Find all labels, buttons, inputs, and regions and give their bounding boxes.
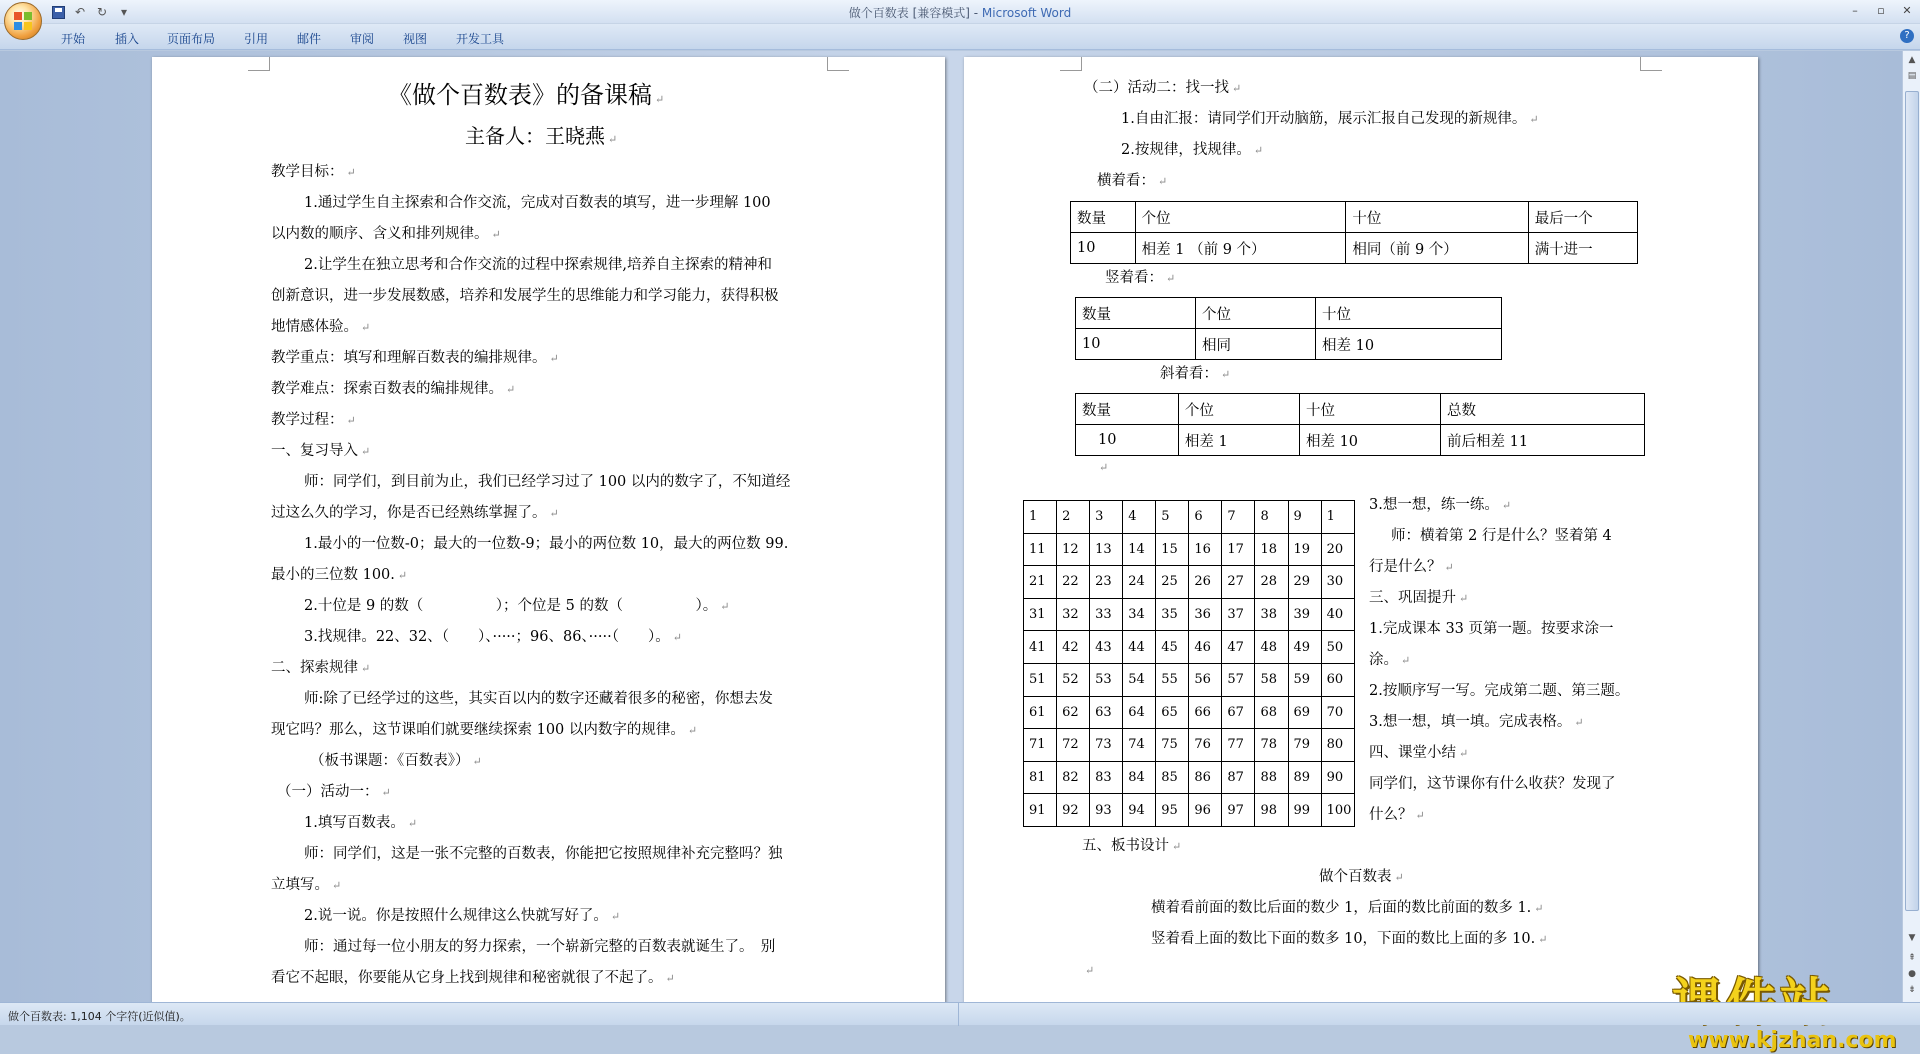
hundred-chart-cell: 73	[1090, 729, 1123, 762]
table-cell: 相差 1 （前 9 个）	[1135, 233, 1346, 264]
table-cell: 数量	[1071, 202, 1136, 233]
empty-paragraph: ↵	[1085, 964, 1095, 977]
hundred-chart-cell: 5	[1156, 501, 1189, 534]
crop-mark	[1060, 57, 1082, 71]
hundred-chart-cell: 15	[1156, 533, 1189, 566]
paragraph: 师：横着第 2 行是什么？竖着第 4	[1391, 528, 1612, 544]
document-page-left	[152, 57, 945, 1017]
table-row	[1076, 425, 1645, 456]
table-row	[1024, 761, 1355, 794]
hundred-chart-cell: 47	[1222, 631, 1255, 664]
hundred-chart-cell: 59	[1288, 663, 1321, 696]
hundred-chart-cell: 32	[1057, 598, 1090, 631]
hundred-chart-cell: 19	[1288, 533, 1321, 566]
document-title: 《做个百数表》的备课稿 ↵	[388, 81, 665, 109]
hundred-chart-cell: 50	[1321, 631, 1354, 664]
paragraph: 四、课堂小结 ↵	[1369, 745, 1469, 761]
hundred-chart-cell: 31	[1024, 598, 1057, 631]
hundred-chart-cell: 1	[1321, 501, 1354, 534]
hundred-chart-cell: 72	[1057, 729, 1090, 762]
hundred-chart-cell: 30	[1321, 566, 1354, 599]
table-row	[1024, 696, 1355, 729]
hundred-chart-cell: 35	[1156, 598, 1189, 631]
hundred-chart-cell: 90	[1321, 761, 1354, 794]
table-cell: 满十进一	[1528, 233, 1637, 264]
hundred-chart-cell: 37	[1222, 598, 1255, 631]
table-cell: 相差 10	[1299, 425, 1440, 456]
table-row	[1024, 729, 1355, 762]
hundred-chart-cell: 86	[1189, 761, 1222, 794]
paragraph: 二、探索规律 ↵	[271, 660, 371, 676]
hundred-chart-cell: 80	[1321, 729, 1354, 762]
paragraph: 2.按顺序写一写。完成第二题、第三题。	[1369, 683, 1630, 699]
hundred-chart-cell: 52	[1057, 663, 1090, 696]
paragraph: 地情感体验。 ↵	[271, 319, 371, 335]
hundred-chart-cell: 16	[1189, 533, 1222, 566]
scroll-down-icon[interactable]: ▼	[1908, 933, 1916, 943]
hundred-chart-cell: 54	[1123, 663, 1156, 696]
hundred-chart-cell: 64	[1123, 696, 1156, 729]
table-cell: 个位	[1135, 202, 1346, 233]
tab-view[interactable]: 视图	[403, 32, 428, 46]
hundred-chart-cell: 62	[1057, 696, 1090, 729]
tab-home[interactable]: 开始	[61, 32, 86, 46]
paragraph: 1.完成课本 33 页第一题。按要求涂一	[1369, 621, 1614, 637]
paragraph: 五、板书设计 ↵	[1082, 838, 1182, 854]
hundred-chart-cell: 69	[1288, 696, 1321, 729]
paragraph: 3.找规律。22、32、（ ）、·····；96、86、·····（ ）。 ↵	[304, 629, 682, 645]
hundred-chart-cell: 63	[1090, 696, 1123, 729]
paragraph: 教学难点：探索百数表的编排规律。 ↵	[271, 381, 516, 397]
table-cell: 十位	[1316, 298, 1502, 329]
paragraph: 教学目标： ↵	[271, 164, 356, 180]
paragraph: 立填写。 ↵	[271, 877, 342, 893]
hundred-chart-cell: 95	[1156, 794, 1189, 827]
hundred-chart-cell: 11	[1024, 533, 1057, 566]
hundred-chart-cell: 93	[1090, 794, 1123, 827]
paragraph: 竖着看： ↵	[1105, 270, 1176, 286]
hundred-chart-cell: 17	[1222, 533, 1255, 566]
table-cell: 十位	[1346, 202, 1528, 233]
hundred-chart-cell: 91	[1024, 794, 1057, 827]
paragraph: 做个百数表 ↵	[1319, 869, 1404, 885]
hundred-chart-cell: 68	[1255, 696, 1288, 729]
hundred-chart-cell: 29	[1288, 566, 1321, 599]
hundred-chart-cell: 24	[1123, 566, 1156, 599]
tab-insert[interactable]: 插入	[115, 32, 140, 46]
paragraph: 现它吗？那么，这节课咱们就要继续探索 100 以内数字的规律。 ↵	[271, 722, 698, 738]
paragraph: 什么？ ↵	[1369, 807, 1425, 823]
table-cell: 十位	[1299, 394, 1440, 425]
hundred-chart-cell: 82	[1057, 761, 1090, 794]
table-cell: 总数	[1441, 394, 1645, 425]
paragraph: （板书课题：《百数表》） ↵	[310, 753, 482, 769]
hundred-chart-cell: 46	[1189, 631, 1222, 664]
paragraph: 3.想一想，填一填。完成表格。 ↵	[1369, 714, 1584, 730]
paragraph: 1.最小的一位数-0；最大的一位数-9；最小的两位数 10，最大的两位数 99.	[304, 536, 789, 552]
hundred-chart-cell: 3	[1090, 501, 1123, 534]
paragraph: 三、巩固提升 ↵	[1369, 590, 1469, 606]
hundred-chart-cell: 87	[1222, 761, 1255, 794]
tab-mailings[interactable]: 邮件	[297, 32, 322, 46]
paragraph: 同学们，这节课你有什么收获？发现了	[1369, 776, 1616, 792]
hundred-chart-cell: 77	[1222, 729, 1255, 762]
table-horizontal	[1070, 201, 1638, 264]
hundred-chart-cell: 38	[1255, 598, 1288, 631]
hundred-chart-cell: 55	[1156, 663, 1189, 696]
minimize-button[interactable]: –	[1852, 3, 1858, 17]
window-title	[0, 4, 1920, 21]
hundred-chart-cell: 14	[1123, 533, 1156, 566]
browse-object-icon[interactable]: ●	[1908, 969, 1916, 979]
paragraph: 师:除了已经学过的这些，其实百以内的数字还藏着很多的秘密，你想去发	[304, 691, 773, 707]
hundred-chart-cell: 44	[1123, 631, 1156, 664]
scroll-up-icon[interactable]: ▲	[1908, 55, 1916, 65]
table-cell: 相同（前 9 个）	[1346, 233, 1528, 264]
table-row	[1024, 794, 1355, 827]
hundred-chart-cell: 4	[1123, 501, 1156, 534]
paragraph: 涂。 ↵	[1369, 652, 1411, 668]
hundred-chart-cell: 61	[1024, 696, 1057, 729]
status-text: 做个百数表: 1,104 个字符(近似值)。	[8, 1010, 191, 1023]
previous-page-icon[interactable]: ⇞	[1908, 953, 1916, 963]
office-logo-icon	[14, 12, 34, 32]
document-page-right	[964, 57, 1758, 1017]
help-icon[interactable]: ?	[1900, 29, 1914, 43]
paragraph: 2.让学生在独立思考和合作交流的过程中探索规律,培养自主探索的精神和	[304, 257, 772, 273]
hundred-chart-table	[1023, 500, 1355, 827]
hundred-chart-cell: 56	[1189, 663, 1222, 696]
table-row	[1024, 501, 1355, 534]
tab-developer[interactable]: 开发工具	[456, 32, 505, 46]
table-vertical	[1075, 297, 1502, 360]
hundred-chart-cell: 76	[1189, 729, 1222, 762]
undo-button[interactable]: ↶	[74, 5, 86, 19]
paragraph: 教学过程： ↵	[271, 412, 356, 428]
hundred-chart-cell: 92	[1057, 794, 1090, 827]
customize-qat-button[interactable]: ▾	[120, 5, 128, 19]
table-row	[1076, 298, 1502, 329]
table-row	[1024, 598, 1355, 631]
table-cell: 最后一个	[1528, 202, 1637, 233]
hundred-chart-cell: 89	[1288, 761, 1321, 794]
table-cell: 相差 1	[1178, 425, 1299, 456]
hundred-chart-cell: 26	[1189, 566, 1222, 599]
paragraph: 师：通过每一位小朋友的努力探索，一个崭新完整的百数表就诞生了。 别	[304, 939, 776, 955]
hundred-chart-cell: 96	[1189, 794, 1222, 827]
paragraph: 斜着看： ↵	[1160, 366, 1231, 382]
crop-mark	[827, 57, 849, 71]
ruler-toggle-icon[interactable]: ▤	[1907, 71, 1917, 81]
table-cell: 数量	[1076, 298, 1196, 329]
office-button[interactable]	[4, 2, 42, 40]
title-bar	[0, 0, 1920, 24]
table-cell: 前后相差 11	[1441, 425, 1645, 456]
paragraph: （二）活动二：找一找 ↵	[1084, 80, 1242, 96]
table-row	[1024, 566, 1355, 599]
paragraph: 横着看： ↵	[1097, 173, 1168, 189]
hundred-chart-cell: 81	[1024, 761, 1057, 794]
window-controls	[1842, 0, 1920, 20]
paragraph: 创新意识，进一步发展数感，培养和发展学生的思维能力和学习能力，获得积极	[271, 288, 779, 304]
paragraph: 师：同学们，这是一张不完整的百数表，你能把它按照规律补充完整吗？独	[304, 846, 783, 862]
hundred-chart-cell: 66	[1189, 696, 1222, 729]
paragraph: 横着看前面的数比后面的数少 1，后面的数比前面的数多 1. ↵	[1151, 900, 1544, 916]
paragraph: 一、复习导入 ↵	[271, 443, 371, 459]
hundred-chart-cell: 25	[1156, 566, 1189, 599]
hundred-chart-cell: 12	[1057, 533, 1090, 566]
ribbon-tabs	[0, 24, 1920, 50]
paragraph: 3.想一想，练一练。 ↵	[1369, 497, 1512, 513]
hundred-chart-cell: 53	[1090, 663, 1123, 696]
paragraph: 过这么久的学习，你是否已经熟练掌握了。 ↵	[271, 505, 559, 521]
close-button[interactable]: ✕	[1902, 3, 1912, 17]
hundred-chart-cell: 22	[1057, 566, 1090, 599]
tab-review[interactable]: 审阅	[350, 32, 375, 46]
paragraph: 2.按规律，找规律。 ↵	[1121, 142, 1264, 158]
table-row	[1076, 329, 1502, 360]
hundred-chart-cell: 13	[1090, 533, 1123, 566]
status-divider	[958, 1003, 959, 1026]
crop-mark	[248, 57, 270, 71]
table-cell: 10	[1076, 425, 1179, 456]
hundred-chart-cell: 1	[1024, 501, 1057, 534]
hundred-chart-cell: 2	[1057, 501, 1090, 534]
table-row	[1076, 394, 1645, 425]
paragraph: 2.十位是 9 的数（ ）；个位是 5 的数（ ）。 ↵	[304, 598, 730, 614]
hundred-chart-cell: 85	[1156, 761, 1189, 794]
hundred-chart-cell: 78	[1255, 729, 1288, 762]
hundred-chart-cell: 83	[1090, 761, 1123, 794]
watermark-url: www.kjzhan.com	[1688, 1028, 1897, 1053]
hundred-chart-cell: 8	[1255, 501, 1288, 534]
hundred-chart-cell: 45	[1156, 631, 1189, 664]
table-row	[1024, 631, 1355, 664]
hundred-chart-cell: 27	[1222, 566, 1255, 599]
table-cell: 数量	[1076, 394, 1179, 425]
paragraph: （一）活动一： ↵	[277, 784, 391, 800]
table-row	[1071, 202, 1638, 233]
next-page-icon[interactable]: ⇟	[1908, 985, 1916, 995]
table-cell: 相同	[1196, 329, 1316, 360]
hundred-chart-cell: 60	[1321, 663, 1354, 696]
hundred-chart-cell: 65	[1156, 696, 1189, 729]
crop-mark	[1640, 57, 1662, 71]
hundred-chart-cell: 74	[1123, 729, 1156, 762]
table-cell: 10	[1071, 233, 1136, 264]
table-diagonal	[1075, 393, 1645, 456]
table-row	[1024, 663, 1355, 696]
paragraph: 行是什么？ ↵	[1369, 559, 1454, 575]
hundred-chart-cell: 34	[1123, 598, 1156, 631]
document-name: 做个百数表 [兼容模式] -	[848, 6, 982, 20]
hundred-chart-cell: 23	[1090, 566, 1123, 599]
tab-references[interactable]: 引用	[244, 32, 269, 46]
table-cell: 10	[1076, 329, 1196, 360]
empty-paragraph: ↵	[1099, 461, 1109, 474]
hundred-chart-cell: 100	[1321, 794, 1354, 827]
hundred-chart-cell: 36	[1189, 598, 1222, 631]
hundred-chart-cell: 84	[1123, 761, 1156, 794]
hundred-chart-cell: 6	[1189, 501, 1222, 534]
hundred-chart-cell: 41	[1024, 631, 1057, 664]
hundred-chart-cell: 98	[1255, 794, 1288, 827]
redo-button[interactable]: ↻	[96, 5, 108, 19]
table-cell: 个位	[1196, 298, 1316, 329]
hundred-chart-cell: 49	[1288, 631, 1321, 664]
hundred-chart-cell: 99	[1288, 794, 1321, 827]
hundred-chart-cell: 28	[1255, 566, 1288, 599]
paragraph: 以内数的顺序、含义和排列规律。 ↵	[271, 226, 501, 242]
paragraph: 竖着看上面的数比下面的数多 10，下面的数比上面的多 10. ↵	[1151, 931, 1548, 947]
hundred-chart-cell: 39	[1288, 598, 1321, 631]
hundred-chart-cell: 42	[1057, 631, 1090, 664]
table-row	[1071, 233, 1638, 264]
tab-page-layout[interactable]: 页面布局	[167, 32, 216, 46]
hundred-chart-cell: 88	[1255, 761, 1288, 794]
restore-button[interactable]: ▫	[1877, 3, 1885, 17]
hundred-chart-cell: 79	[1288, 729, 1321, 762]
hundred-chart-cell: 97	[1222, 794, 1255, 827]
app-name: Microsoft Word	[981, 6, 1072, 20]
table-row	[1024, 533, 1355, 566]
table-cell: 个位	[1178, 394, 1299, 425]
hundred-chart-cell: 21	[1024, 566, 1057, 599]
hundred-chart-cell: 94	[1123, 794, 1156, 827]
hundred-chart-cell: 43	[1090, 631, 1123, 664]
paragraph: 1.填写百数表。 ↵	[304, 815, 418, 831]
paragraph: 教学重点：填写和理解百数表的编排规律。 ↵	[271, 350, 559, 366]
paragraph: 1.自由汇报：请同学们开动脑筋，展示汇报自己发现的新规律。 ↵	[1121, 111, 1539, 127]
paragraph: 2.说一说。你是按照什么规律这么快就写好了。 ↵	[304, 908, 621, 924]
paragraph: 最小的三位数 100. ↵	[271, 567, 408, 583]
hundred-chart-cell: 48	[1255, 631, 1288, 664]
hundred-chart-cell: 40	[1321, 598, 1354, 631]
hundred-chart-cell: 9	[1288, 501, 1321, 534]
document-subtitle: 主备人：王晓燕 ↵	[465, 124, 618, 148]
vertical-scrollbar[interactable]	[1902, 51, 1920, 1002]
hundred-chart-cell: 20	[1321, 533, 1354, 566]
hundred-chart-cell: 70	[1321, 696, 1354, 729]
hundred-chart-cell: 7	[1222, 501, 1255, 534]
hundred-chart-cell: 51	[1024, 663, 1057, 696]
hundred-chart-cell: 75	[1156, 729, 1189, 762]
status-bar	[0, 1002, 1920, 1025]
scroll-thumb[interactable]	[1905, 91, 1919, 911]
hundred-chart-cell: 67	[1222, 696, 1255, 729]
paragraph: 师：同学们，到目前为止，我们已经学习过了 100 以内的数字了，不知道经	[304, 474, 791, 490]
hundred-chart-cell: 33	[1090, 598, 1123, 631]
hundred-chart-cell: 18	[1255, 533, 1288, 566]
hundred-chart-cell: 57	[1222, 663, 1255, 696]
paragraph: 1.通过学生自主探索和合作交流，完成对百数表的填写，进一步理解 100	[304, 195, 771, 211]
hundred-chart-cell: 71	[1024, 729, 1057, 762]
paragraph: 看它不起眼，你要能从它身上找到规律和秘密就很了不起了。 ↵	[271, 970, 675, 986]
table-cell: 相差 10	[1316, 329, 1502, 360]
hundred-chart-cell: 58	[1255, 663, 1288, 696]
